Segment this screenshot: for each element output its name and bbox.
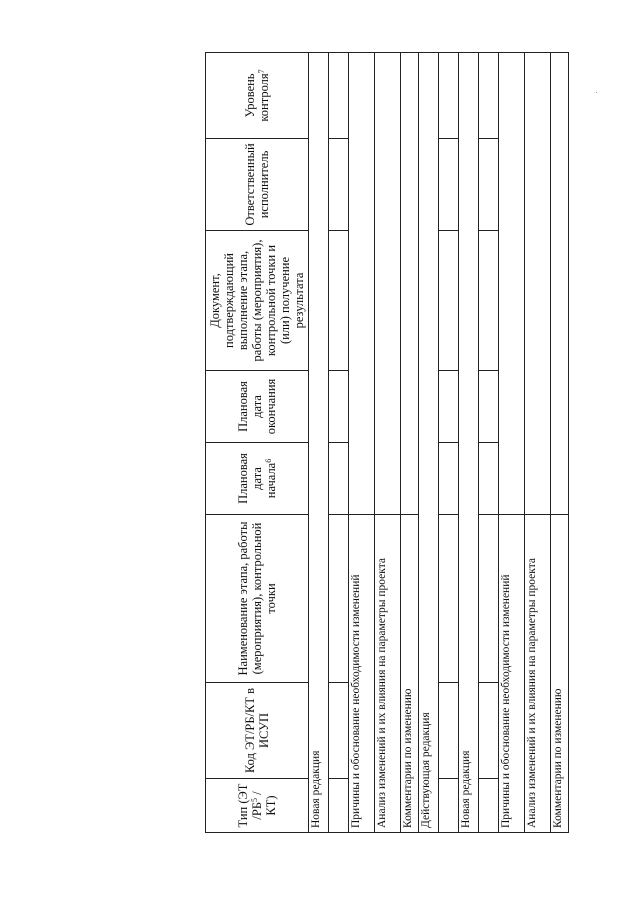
new-edition-row-1 — [309, 53, 329, 833]
comments-label-2: Комментарии по изменению — [551, 515, 569, 833]
header-row — [206, 53, 309, 833]
table-cell — [439, 779, 459, 833]
header-end-date: Плановая дата окончания — [206, 371, 309, 443]
table-cell — [479, 231, 499, 371]
table-cell — [479, 779, 499, 833]
table-cell — [349, 53, 375, 515]
changes-table — [205, 52, 569, 833]
table-cell — [329, 371, 349, 443]
analysis-row-1 — [375, 53, 401, 833]
table-cell — [439, 443, 459, 515]
table-cell — [329, 231, 349, 371]
analysis-label-2: Анализ изменений и их влияния на параметры проекта — [525, 515, 551, 833]
blank-row-3 — [479, 53, 499, 833]
comments-row-2 — [551, 53, 569, 833]
table-cell — [329, 53, 349, 139]
blank-row-1 — [329, 53, 349, 833]
table-cell — [439, 139, 459, 231]
table-cell — [525, 53, 551, 515]
table-cell — [375, 53, 401, 515]
reasons-label-1: Причины и обоснование необходимости изменений — [349, 515, 375, 833]
table-cell — [401, 53, 419, 515]
reasons-row-2 — [499, 53, 525, 833]
rotated-page-content — [205, 53, 564, 833]
table-cell — [551, 53, 569, 515]
table-cell — [479, 53, 499, 139]
comments-label-1: Комментарии по изменению — [401, 515, 419, 833]
new-edition-label-2: Новая редакция — [459, 53, 479, 833]
current-edition-row — [419, 53, 439, 833]
blank-row-2 — [439, 53, 459, 833]
table-cell — [479, 683, 499, 779]
header-start-date: Плановая дата начала$^6$ — [206, 443, 309, 515]
header-responsible: Ответственный исполнитель — [206, 139, 309, 231]
current-edition-label: Действующая редакция — [419, 53, 439, 833]
header-code: Код ЭТ/РБ/КТ в ИСУП — [206, 683, 309, 779]
new-edition-label-1: Новая редакция — [309, 53, 329, 833]
table-cell — [329, 683, 349, 779]
analysis-row-2 — [525, 53, 551, 833]
table-cell — [479, 371, 499, 443]
reasons-label-2: Причины и обоснование необходимости изменений — [499, 515, 525, 833]
table-cell — [479, 515, 499, 683]
new-edition-row-2 — [459, 53, 479, 833]
header-type: Тип (ЭТ $/РБ^5$ /КТ) — [206, 779, 309, 833]
table-cell — [439, 231, 459, 371]
comments-row-1 — [401, 53, 419, 833]
header-control-level: Уровень контроля$^7$ — [206, 53, 309, 139]
analysis-label-1: Анализ изменений и их влияния на параметры проекта — [375, 515, 401, 833]
table-cell — [329, 139, 349, 231]
table-cell — [439, 371, 459, 443]
table-cell — [329, 515, 349, 683]
scan-speck — [596, 92, 597, 93]
header-document: Документ, подтверждающий выполнение этапа, работы (мероприятия), контрольной точки и (или) получение результата — [206, 231, 309, 371]
table-cell — [329, 443, 349, 515]
table-cell — [479, 443, 499, 515]
table-cell — [479, 139, 499, 231]
table-cell — [439, 515, 459, 683]
header-name: Наименование этапа, работы (мероприятия), контрольной точки — [206, 515, 309, 683]
table-cell — [499, 53, 525, 515]
table-cell — [329, 779, 349, 833]
reasons-row-1 — [349, 53, 375, 833]
table-cell — [439, 683, 459, 779]
table-cell — [439, 53, 459, 139]
